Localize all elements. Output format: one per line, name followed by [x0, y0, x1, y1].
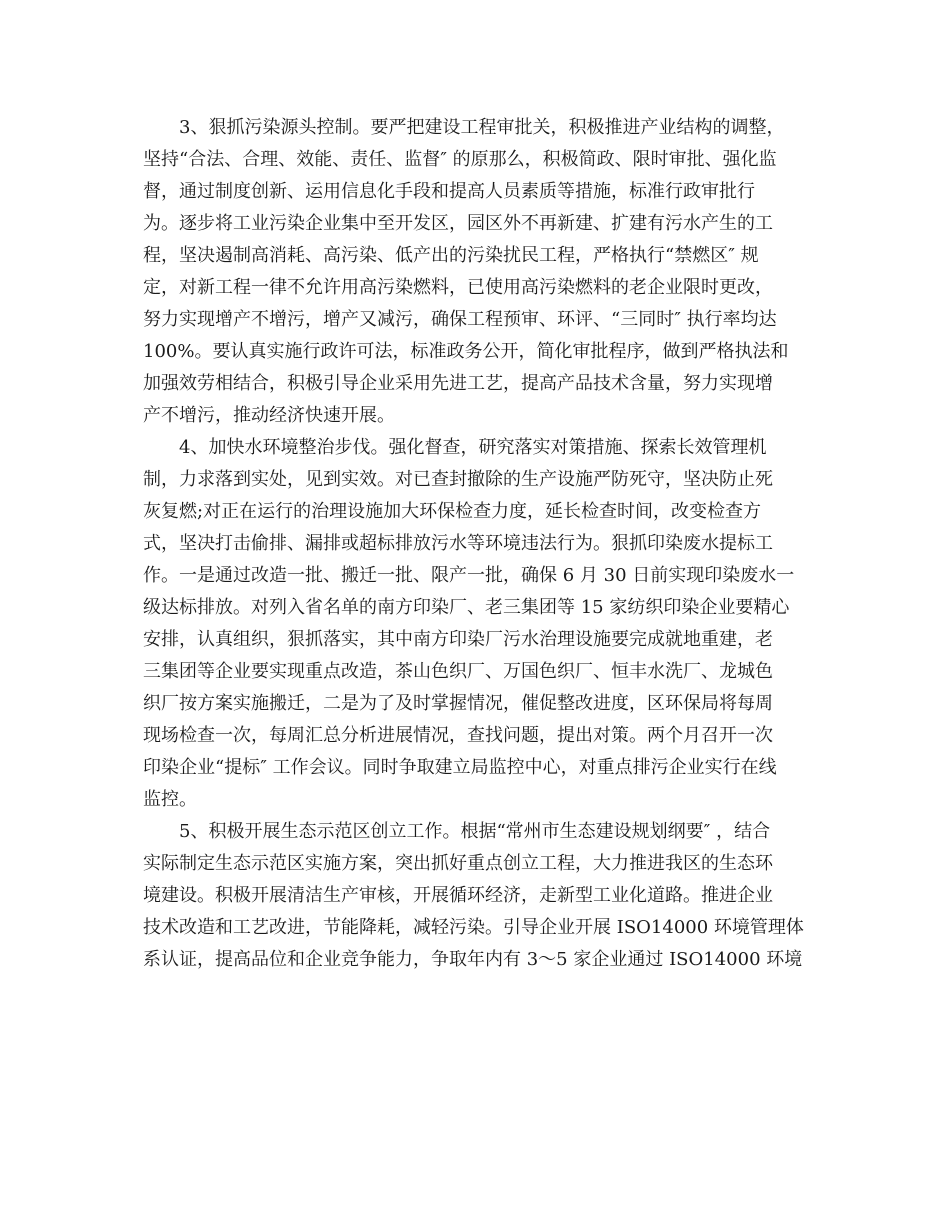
paragraph-line: 三集团等企业要实现重点改造，茶山色织厂、万国色织厂、恒丰水洗厂、龙城色: [143, 661, 773, 682]
paragraph-line: 系认证，提高品位和企业竞争能力，争取年内有 3～5 家企业通过 ISO14000 环境: [143, 949, 803, 970]
paragraph-line: 织厂按方案实施搬迁，二是为了及时掌握情况，催促整改进度，区环保局将每周: [143, 693, 773, 714]
paragraph-line: 级达标排放。对列入省名单的南方印染厂、老三集团等 15 家纺织印染企业要精心: [143, 597, 790, 618]
paragraph-line: 程，坚决遏制高消耗、高污染、低产出的污染扰民工程，严格执行“禁燃区″ 规: [143, 245, 759, 266]
paragraph-line: 式，坚决打击偷排、漏排或超标排放污水等环境违法行为。狠抓印染废水提标工: [143, 533, 773, 554]
paragraph-line: 灰复燃;对正在运行的治理设施加大环保检查力度，延长检查时间，改变检查方: [143, 501, 762, 522]
paragraph-line: 100%。要认真实施行政许可法，标准政务公开，简化审批程序，做到严格执法和: [143, 341, 789, 362]
paragraph-line: 3、狠抓污染源头控制。要严把建设工程审批关，积极推进产业结构的调整，: [179, 117, 785, 138]
paragraph-line: 4、加快水环境整治步伐。强化督查，研究落实对策措施、探索长效管理机: [179, 437, 767, 458]
paragraph-line: 安排，认真组织，狠抓落实，其中南方印染厂污水治理设施要完成就地重建，老: [143, 629, 773, 650]
paragraph-line: 加强效劳相结合，积极引导企业采用先进工艺，提高产品技术含量，努力实现增: [143, 373, 773, 394]
paragraph-3: [143, 112, 811, 432]
paragraph-line: 印染企业“提标″ 工作会议。同时争取建立局监控中心，对重点排污企业实行在线: [143, 757, 777, 778]
paragraph-line: 产不增污，推动经济快速开展。: [143, 405, 395, 426]
paragraph-line: 监控。: [143, 789, 197, 810]
paragraph-line: 实际制定生态示范区实施方案，突出抓好重点创立工程，大力推进我区的生态环: [143, 853, 773, 874]
paragraph-line: 境建设。积极开展清洁生产审核，开展循环经济，走新型工业化道路。推进企业: [143, 885, 773, 906]
paragraph-4: [143, 432, 811, 816]
paragraph-line: 督，通过制度创新、运用信息化手段和提高人员素质等措施，标准行政审批行: [143, 181, 755, 202]
paragraph-line: 制，力求落到实处，见到实效。对已查封撤除的生产设施严防死守，坚决防止死: [143, 469, 773, 490]
paragraph-line: 坚持“合法、合理、效能、责任、监督″ 的原那么，积极简政、限时审批、强化监: [143, 149, 777, 170]
document-body: [143, 112, 811, 976]
paragraph-line: 为。逐步将工业污染企业集中至开发区，园区外不再新建、扩建有污水产生的工: [143, 213, 773, 234]
paragraph-line: 作。一是通过改造一批、搬迁一批、限产一批，确保 6 月 30 日前实现印染废水一: [143, 565, 795, 586]
paragraph-line: 5、积极开展生态示范区创立工作。根据“常州市生态建设规划纲要″ ，结合: [179, 821, 771, 842]
paragraph-line: 技术改造和工艺改进，节能降耗，减轻污染。引导企业开展 ISO14000 环境管理体: [143, 917, 804, 938]
paragraph-line: 现场检查一次，每周汇总分析进展情况，查找问题，提出对策。两个月召开一次: [143, 725, 773, 746]
paragraph-5: [143, 816, 811, 976]
paragraph-line: 定，对新工程一律不允许用高污染燃料，已使用高污染燃料的老企业限时更改，: [143, 277, 773, 298]
paragraph-line: 努力实现增产不增污，增产又减污，确保工程预审、环评、“三同时″ 执行率均达: [143, 309, 777, 330]
